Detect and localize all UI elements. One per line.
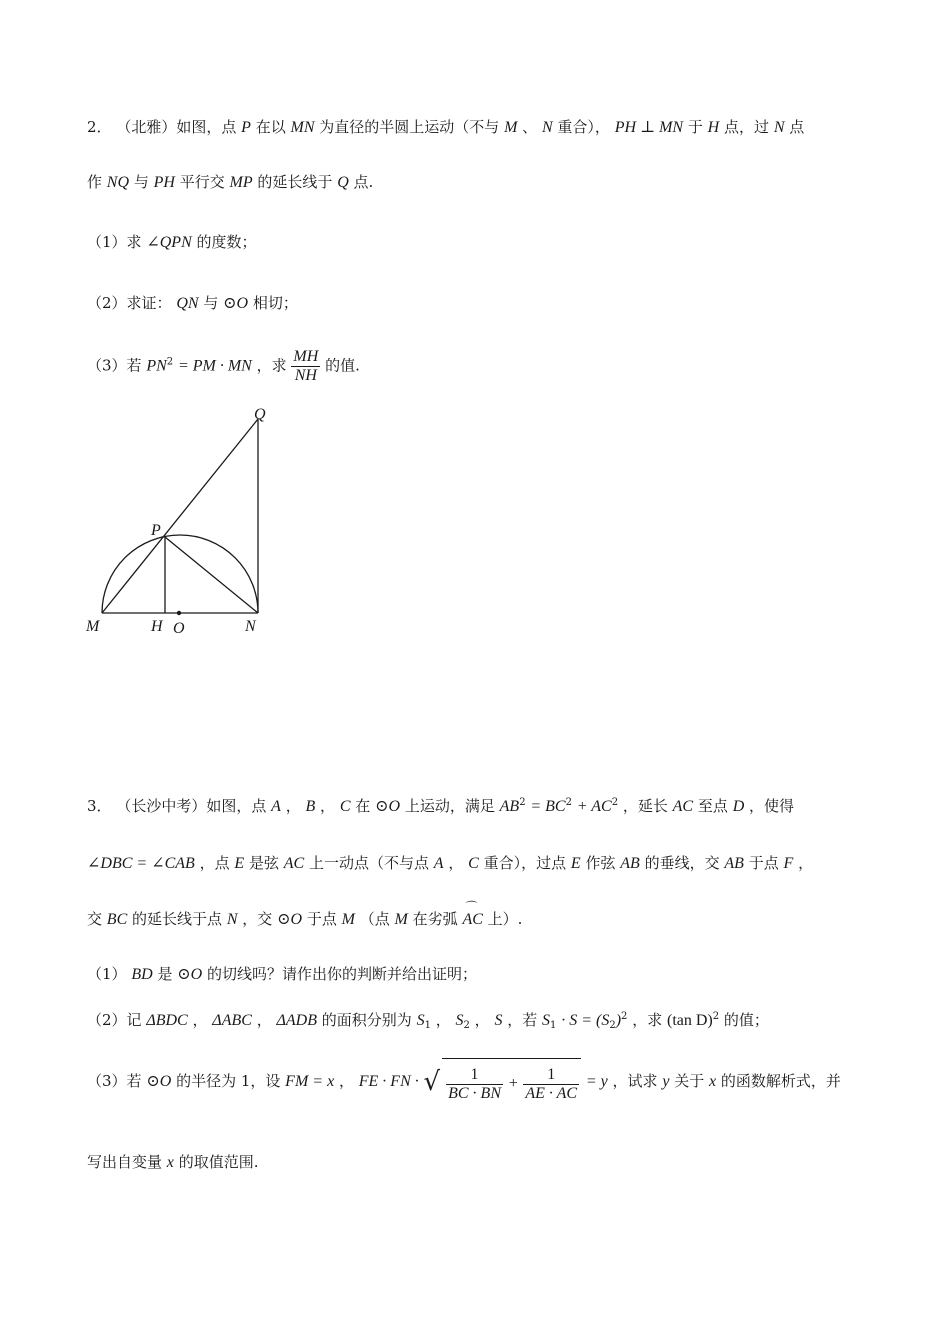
- p3-question-3: （3）若 ⊙O 的半径为 1，设 FM = x ， FE · FN · √ $\frac{1}{BC \cdot BN}$ + $\frac{1}{AE \cdot AC}$ = y ，试求 y 关于 x 的函数解析式，并: [87, 1058, 841, 1106]
- center-point-o: [177, 611, 181, 615]
- label-n: N: [245, 618, 256, 635]
- p2-question-3: （3）若 $PN^2$ = PM · MN ，求 $\frac{MH}{NH}$ 的值.: [87, 348, 360, 384]
- problem-number: 2．: [87, 118, 112, 136]
- label-q: Q: [254, 406, 266, 423]
- label-m: M: [86, 618, 100, 635]
- sqrt-radical-sign: √: [423, 1067, 441, 1097]
- arc-ac: ⌒ AC: [462, 900, 483, 928]
- label-h: H: [151, 618, 163, 635]
- semicircle-figure: [78, 400, 278, 640]
- p3-stem-line3: 交 BC 的延长线于点 N ，交 ⊙O 于点 M （点 M 在劣弧 ⌒ AC 上）.: [87, 900, 523, 928]
- line-mq: [102, 419, 258, 613]
- p2-stem-line1: 2． （北雅）如图，点 P 在以 MN 为直径的半圆上运动（不与 M 、 N 重合）， PH ⊥ MN 于 H 点，过 N 点: [87, 118, 805, 136]
- sqrt-expression: $\frac{1}{BC \cdot BN}$ + $\frac{1}{AE \cdot AC}$: [442, 1058, 581, 1106]
- p3-question-2: （2）记 ΔBDC ， ΔABC ， ΔADB 的面积分别为 $S_1$ ， $S_2$ ， S ，若 $S_1 \cdot S = (S_2)^2$ ，求 (tan D)$^2$ 的值；: [87, 1011, 769, 1031]
- label-o: O: [173, 620, 185, 637]
- semicircle-arc: [102, 535, 258, 613]
- problem-number: 3．: [87, 797, 112, 815]
- p2-question-2: （2）求证： QN 与 ⊙O 相切；: [87, 294, 298, 312]
- p3-question-3-cont: 写出自变量 x 的取值范围.: [87, 1153, 259, 1171]
- segment-pn: [165, 537, 258, 613]
- fraction-mh-over-nh: $\frac{MH}{NH}$: [293, 348, 319, 384]
- label-p: P: [151, 522, 161, 539]
- p3-question-1: （1） BD 是 ⊙O 的切线吗？请作出你的判断并给出证明；: [87, 965, 477, 983]
- p3-stem-line1: 3． （长沙中考）如图，点 A ， B ， C 在 ⊙O 上运动，满足 $AB^2 = BC^2 + AC^2$ ，延长 AC 至点 D ，使得: [87, 797, 795, 815]
- p2-question-1: （1）求 ∠QPN 的度数；: [87, 233, 257, 251]
- p2-stem-line2: 作 NQ 与 PH 平行交 MP 的延长线于 Q 点.: [87, 173, 374, 191]
- p3-stem-line2: ∠DBC = ∠CAB ，点 E 是弦 AC 上一动点（不与点 A ， C 重合），过点 E 作弦 AB 的垂线，交 AB 于点 F ，: [87, 854, 814, 872]
